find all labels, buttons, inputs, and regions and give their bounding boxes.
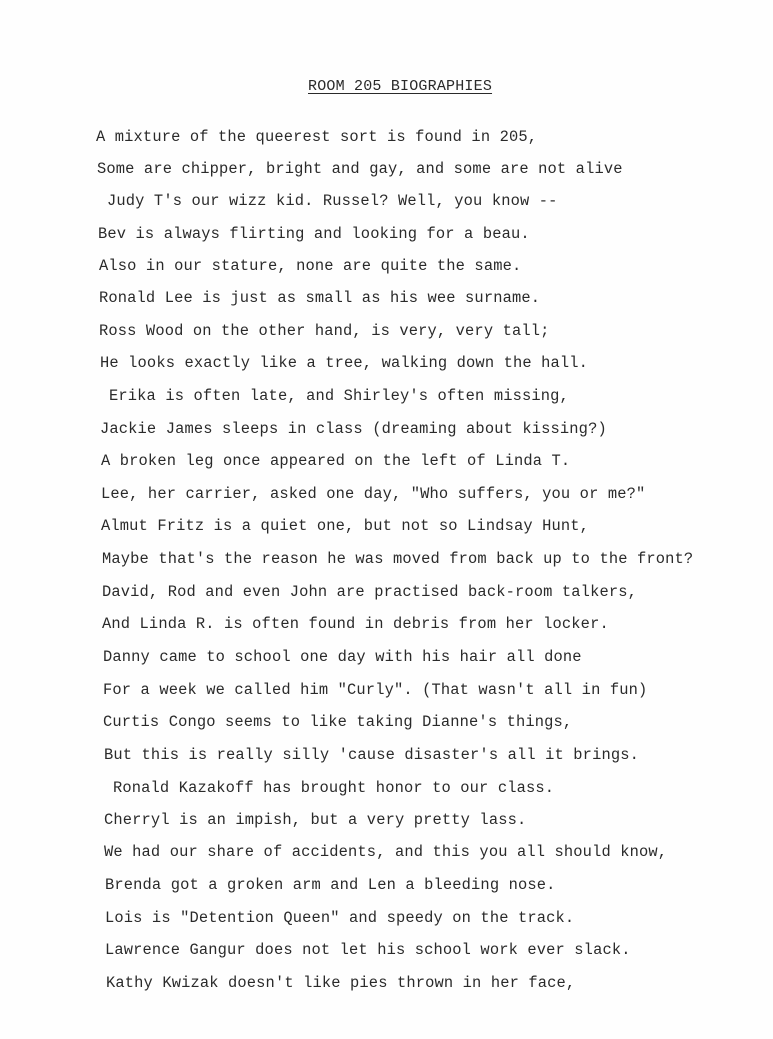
poem-line: Danny came to school one day with his hair all done bbox=[103, 648, 582, 666]
poem-line: A broken leg once appeared on the left of Linda T. bbox=[101, 452, 571, 470]
poem-line: Also in our stature, none are quite the same. bbox=[99, 257, 522, 275]
poem-line: Cherryl is an impish, but a very pretty lass. bbox=[104, 811, 527, 829]
poem-line: Erika is often late, and Shirley's often missing, bbox=[109, 387, 569, 405]
poem-line: David, Rod and even John are practised back-room talkers, bbox=[102, 583, 637, 601]
poem-line: We had our share of accidents, and this you all should know, bbox=[104, 843, 668, 861]
poem-line: But this is really silly 'cause disaster's all it brings. bbox=[104, 746, 639, 764]
poem-line: Ronald Lee is just as small as his wee surname. bbox=[99, 289, 541, 307]
page-title: ROOM 205 BIOGRAPHIES bbox=[308, 78, 493, 95]
poem-line: Some are chipper, bright and gay, and some are not alive bbox=[97, 160, 623, 178]
poem-line: Jackie James sleeps in class (dreaming about kissing?) bbox=[100, 420, 607, 438]
poem-line: Bev is always flirting and looking for a beau. bbox=[98, 225, 530, 243]
poem-line: Curtis Congo seems to like taking Dianne's things, bbox=[103, 713, 573, 731]
poem-line: Ronald Kazakoff has brought honor to our class. bbox=[113, 779, 555, 797]
poem-line: Maybe that's the reason he was moved from back up to the front? bbox=[102, 550, 694, 568]
poem-line: Brenda got a groken arm and Len a bleeding nose. bbox=[105, 876, 556, 894]
poem-line: Judy T's our wizz kid. Russel? Well, you know -- bbox=[107, 192, 558, 210]
poem-line: And Linda R. is often found in debris from her locker. bbox=[102, 615, 609, 633]
poem-line: For a week we called him "Curly". (That wasn't all in fun) bbox=[103, 681, 648, 699]
poem-line: Almut Fritz is a quiet one, but not so Lindsay Hunt, bbox=[101, 517, 590, 535]
poem-line: A mixture of the queerest sort is found in 205, bbox=[96, 128, 538, 146]
poem-line: Lois is "Detention Queen" and speedy on the track. bbox=[105, 909, 575, 927]
poem-line: Lawrence Gangur does not let his school work ever slack. bbox=[105, 941, 631, 959]
poem-line: Lee, her carrier, asked one day, "Who suffers, you or me?" bbox=[101, 485, 646, 503]
poem-line: Kathy Kwizak doesn't like pies thrown in her face, bbox=[106, 974, 576, 992]
poem-line: He looks exactly like a tree, walking down the hall. bbox=[100, 354, 589, 372]
poem-line: Ross Wood on the other hand, is very, very tall; bbox=[99, 322, 550, 340]
